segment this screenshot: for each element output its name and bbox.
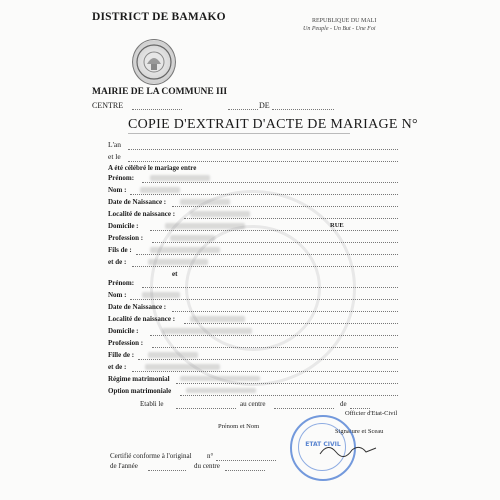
celebre-label: A été célébré le mariage entre	[108, 164, 197, 172]
spouse1-profession-label: Profession :	[108, 234, 144, 242]
et-separator: et	[172, 270, 178, 278]
redacted-value	[190, 316, 245, 322]
redacted-value	[170, 235, 215, 241]
regime-label: Régime matrimonial	[108, 375, 170, 383]
spouse2-date-line	[172, 311, 398, 312]
spouse2-date-label: Date de Naissance :	[108, 303, 167, 311]
etabli-line	[176, 408, 236, 409]
centre-label: CENTRE	[92, 101, 124, 110]
etabli-de-line	[350, 408, 370, 409]
spouse1-profession-line	[152, 242, 398, 243]
mairie-label: MAIRIE DE LA COMMUNE III	[92, 87, 228, 97]
etle-label: et le	[108, 152, 121, 161]
redacted-value	[148, 259, 208, 265]
de-line	[272, 109, 334, 110]
prenom-nom-label: Prénom et Nom	[218, 423, 260, 430]
redacted-value	[150, 175, 210, 181]
spouse1-fils-label: Fils de :	[108, 246, 132, 254]
annee-label: de l'année	[110, 462, 138, 470]
document-title: COPIE D'EXTRAIT D'ACTE DE MARIAGE N°	[128, 117, 418, 132]
spouse2-localite-line	[184, 323, 398, 324]
spouse1-domicile-value: RUE	[330, 222, 344, 229]
spouse2-fille-label: Fille de :	[108, 351, 135, 359]
spouse1-domicile-line	[150, 230, 398, 231]
annee-line	[148, 470, 186, 471]
national-motto: Un Peuple - Un But - Une Foi	[303, 26, 376, 32]
option-label: Option matrimoniale	[108, 387, 172, 395]
lan-label: L'an	[108, 140, 122, 149]
du-centre-label: du centre	[194, 462, 220, 470]
au-centre-line	[274, 408, 334, 409]
spouse2-etde-line	[132, 371, 398, 372]
spouse1-etde-label: et de :	[108, 258, 127, 266]
certifie-n-line	[216, 460, 276, 461]
spouse1-prenom-line	[142, 182, 398, 183]
spouse1-localite-label: Localité de naissance :	[108, 210, 176, 218]
centre-line	[132, 109, 182, 110]
spouse1-date-line	[172, 206, 398, 207]
spouse2-domicile-label: Domicile :	[108, 327, 139, 335]
spouse2-prenom-label: Prénom:	[108, 279, 135, 287]
title-underline	[128, 133, 350, 134]
etabli-label: Etabli le	[140, 400, 164, 408]
certifie-n-label: n°	[207, 452, 214, 460]
redacted-value	[186, 388, 256, 393]
spouse2-prenom-line	[142, 287, 398, 288]
spouse1-localite-line	[184, 218, 398, 219]
spouse2-localite-label: Localité de naissance :	[108, 315, 176, 323]
spouse1-nom-label: Nom :	[108, 186, 127, 194]
spouse2-profession-line	[152, 347, 398, 348]
spouse1-date-label: Date de Naissance :	[108, 198, 167, 206]
spouse1-fils-line	[136, 254, 398, 255]
stamp-text: ETAT CIVIL	[305, 441, 341, 448]
spouse1-domicile-label: Domicile :	[108, 222, 139, 230]
redacted-value	[162, 328, 252, 334]
redacted-value	[180, 199, 230, 205]
district-title: DISTRICT DE BAMAKO	[92, 11, 226, 23]
signature-label: Signature et Sceau	[335, 428, 384, 435]
etle-line	[128, 161, 398, 162]
spouse2-fille-line	[138, 359, 398, 360]
redacted-value	[140, 187, 180, 193]
de-label: DE	[259, 101, 270, 110]
redacted-value	[190, 211, 250, 217]
lan-line	[128, 149, 398, 150]
spouse1-nom-line	[130, 194, 398, 195]
spouse1-etde-line	[132, 266, 398, 267]
spouse2-domicile-line	[150, 335, 398, 336]
option-line	[180, 395, 398, 396]
regime-line	[176, 383, 398, 384]
spouse2-nom-label: Nom :	[108, 291, 127, 299]
republic-title: REPUBLIQUE DU MALI	[312, 18, 377, 24]
redacted-value	[142, 292, 180, 298]
du-centre-line	[225, 470, 265, 471]
redacted-value	[180, 376, 260, 381]
spouse2-profession-label: Profession :	[108, 339, 144, 347]
au-centre-label: au centre	[240, 400, 266, 408]
centre-line-2	[228, 109, 258, 110]
officier-label: Officier d'Etat-Civil	[345, 410, 398, 417]
redacted-value	[165, 223, 245, 229]
spouse1-prenom-label: Prénom:	[108, 174, 135, 182]
coat-of-arms-icon	[132, 39, 176, 85]
redacted-value	[145, 364, 220, 370]
signature-scribble-icon	[318, 440, 378, 460]
redacted-value	[148, 352, 198, 358]
spouse2-nom-line	[130, 299, 398, 300]
spouse2-etde-label: et de :	[108, 363, 127, 371]
etabli-de-label: de	[340, 400, 347, 408]
certifie-label: Certifié conforme à l'original	[110, 452, 192, 460]
redacted-value	[150, 247, 220, 253]
